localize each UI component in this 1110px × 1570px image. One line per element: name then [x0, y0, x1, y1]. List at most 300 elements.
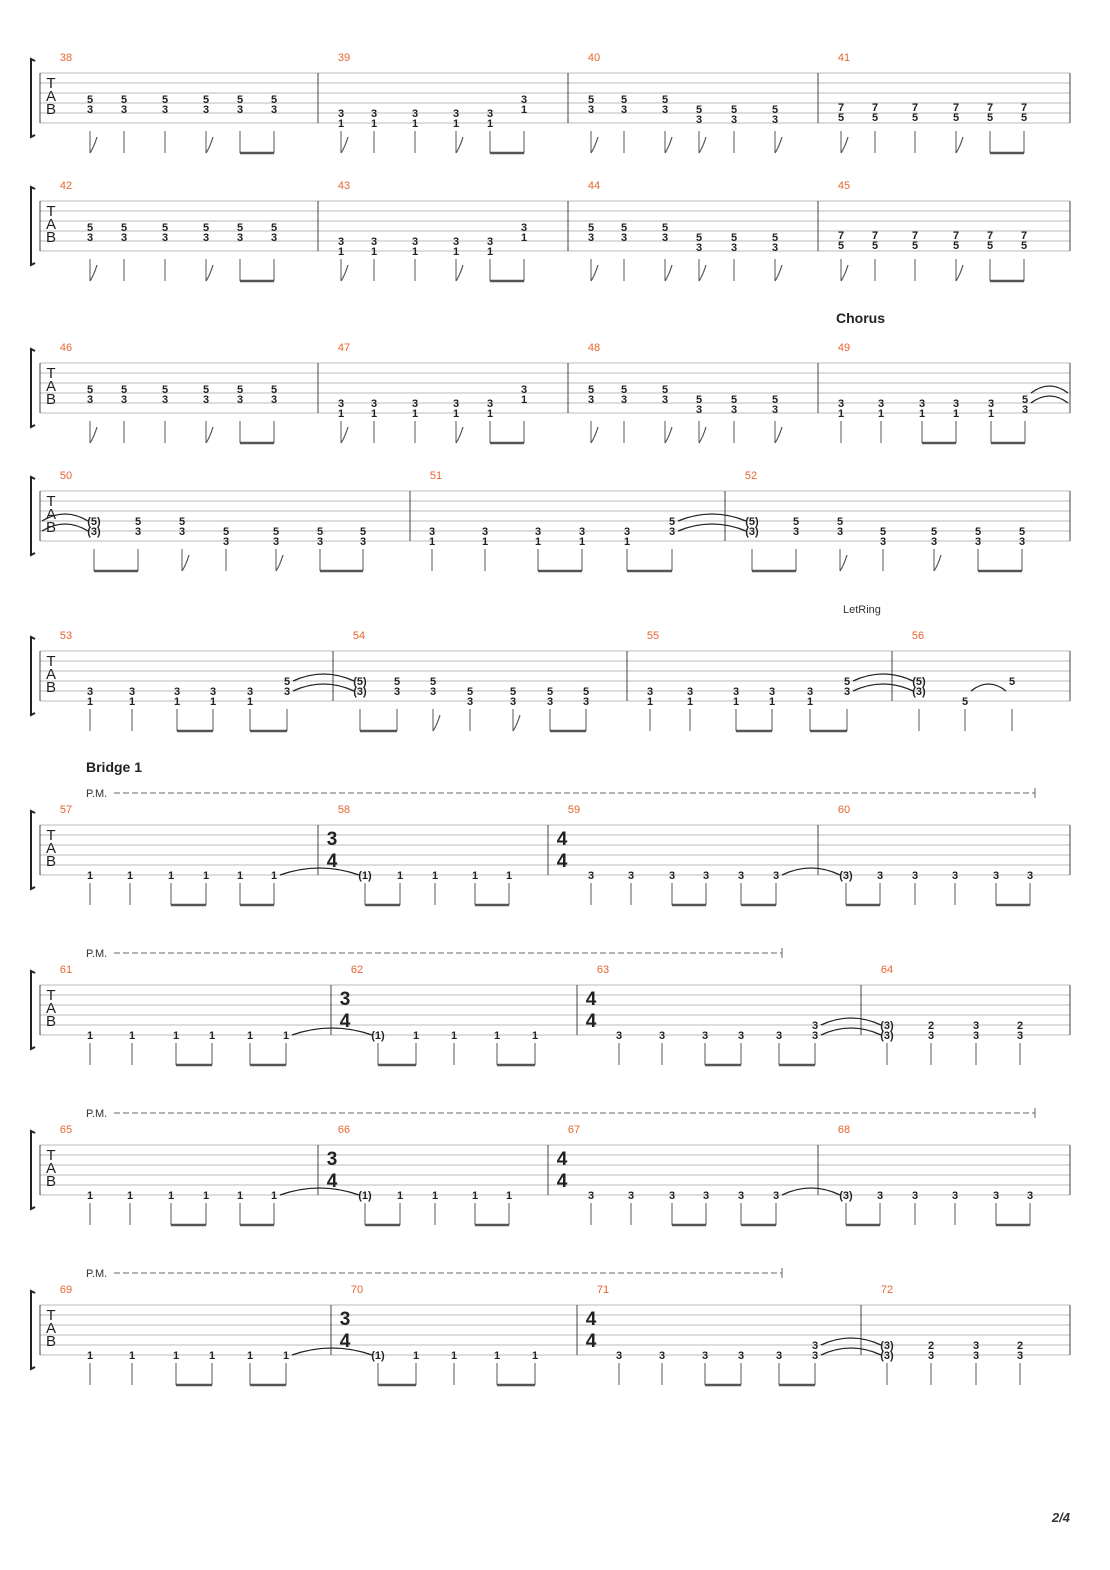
tab-clef-letter: A [45, 216, 57, 233]
fret-number: 1 [486, 408, 494, 420]
fret-number: 1 [646, 696, 654, 708]
fret-number: 3 [209, 686, 217, 698]
time-signature-bottom: 4 [326, 1171, 338, 1192]
fret-number: 3 [811, 1020, 819, 1032]
measure-number: 67 [567, 1124, 581, 1136]
fret-number: (5) [353, 676, 367, 688]
fret-number: 3 [646, 686, 654, 698]
fret-number: (3) [839, 1190, 853, 1202]
fret-number: 3 [951, 870, 959, 882]
tie-arc [280, 1188, 359, 1195]
tie-arc [292, 1348, 372, 1355]
fret-number: 3 [927, 1350, 935, 1362]
fret-number: 3 [370, 398, 378, 410]
fret-number: (1) [358, 1190, 372, 1202]
fret-number: (3) [912, 686, 926, 698]
fret-number: 3 [337, 398, 345, 410]
fret-number: 5 [620, 222, 628, 234]
measure-number: 71 [596, 1284, 610, 1296]
note-flag [206, 137, 213, 153]
fret-number: (3) [839, 870, 853, 882]
fret-number: 1 [86, 870, 94, 882]
tie-arc [280, 868, 359, 875]
fret-number: 5 [546, 686, 554, 698]
fret-number: 3 [1016, 1350, 1024, 1362]
tie-arc [971, 684, 1006, 691]
fret-number: 5 [836, 516, 844, 528]
fret-number: 1 [578, 536, 586, 548]
fret-number: 2 [927, 1020, 935, 1032]
system-bracket [31, 477, 35, 555]
fret-number: 3 [173, 686, 181, 698]
fret-number: 1 [493, 1350, 501, 1362]
measure-number: 57 [59, 804, 73, 816]
fret-number: 3 [411, 236, 419, 248]
note-flag [456, 265, 463, 281]
fret-number: 1 [370, 246, 378, 258]
tab-clef-letter: T [46, 493, 56, 510]
fret-number: 3 [701, 1350, 709, 1362]
fret-number: 3 [270, 104, 278, 116]
fret-number: 3 [876, 1190, 884, 1202]
fret-number: 3 [972, 1030, 980, 1042]
fret-number: 1 [918, 408, 926, 420]
tab-clef-letter: T [46, 1147, 56, 1164]
fret-number: 3 [452, 398, 460, 410]
fret-number: 5 [587, 94, 595, 106]
measure-number: 66 [337, 1124, 351, 1136]
tie-arc [292, 1028, 372, 1035]
fret-number: 1 [431, 870, 439, 882]
fret-number: 3 [486, 398, 494, 410]
note-flag [934, 555, 941, 571]
system-bracket [31, 811, 35, 889]
fret-number: 3 [520, 94, 528, 106]
fret-number: 1 [987, 408, 995, 420]
fret-number: 1 [246, 1350, 254, 1362]
fret-number: 1 [86, 1030, 94, 1042]
fret-number: 3 [202, 104, 210, 116]
fret-number: 1 [520, 394, 528, 406]
fret-number: 5 [986, 240, 994, 252]
fret-number: 1 [167, 870, 175, 882]
fret-number: (3) [880, 1020, 894, 1032]
fret-number: 1 [270, 870, 278, 882]
fret-number: 5 [161, 94, 169, 106]
fret-number: 1 [431, 1190, 439, 1202]
system-bracket [31, 59, 35, 137]
fret-number: 1 [236, 1190, 244, 1202]
fret-number: 1 [481, 536, 489, 548]
note-flag [775, 265, 782, 281]
measure-number: 52 [744, 470, 758, 482]
fret-number: 5 [161, 222, 169, 234]
tab-clef-letter: T [46, 365, 56, 382]
fret-number: 3 [370, 236, 378, 248]
fret-number: 1 [411, 408, 419, 420]
fret-number: 3 [730, 404, 738, 416]
fret-number: 3 [1018, 536, 1026, 548]
fret-number: 3 [737, 870, 745, 882]
fret-number: 7 [952, 230, 960, 242]
measure-number: 51 [429, 470, 443, 482]
fret-number: 5 [236, 94, 244, 106]
fret-number: 1 [534, 536, 542, 548]
fret-number: 5 [120, 94, 128, 106]
fret-number: 1 [202, 1190, 210, 1202]
note-flag [456, 137, 463, 153]
note-flag [182, 555, 189, 571]
fret-number: 5 [620, 94, 628, 106]
fret-number: 3 [987, 398, 995, 410]
measure-number: 69 [59, 1284, 73, 1296]
note-flag [90, 137, 97, 153]
fret-number: 3 [1026, 1190, 1034, 1202]
tie-arc [821, 1028, 881, 1035]
fret-number: 3 [587, 870, 595, 882]
fret-number: 3 [806, 686, 814, 698]
measure-number: 39 [337, 52, 351, 64]
fret-number: 3 [86, 394, 94, 406]
fret-number: 5 [202, 384, 210, 396]
fret-number: 7 [837, 230, 845, 242]
fret-number: 5 [961, 696, 969, 708]
fret-number: 5 [730, 232, 738, 244]
fret-number: 3 [120, 232, 128, 244]
fret-number: 3 [737, 1350, 745, 1362]
fret-number: 1 [471, 870, 479, 882]
tie-arc [821, 1338, 881, 1345]
fret-number: 5 [587, 222, 595, 234]
fret-number: 3 [466, 696, 474, 708]
fret-number: 3 [702, 1190, 710, 1202]
fret-number: 3 [730, 114, 738, 126]
fret-number: 5 [871, 240, 879, 252]
fret-number: 3 [811, 1340, 819, 1352]
tie-arc [293, 674, 354, 681]
fret-number: 3 [520, 384, 528, 396]
tab-clef-letter: B [45, 1333, 57, 1350]
fret-number: 3 [481, 526, 489, 538]
tab-clef-letter: T [46, 827, 56, 844]
page-number: 2/4 [1051, 1510, 1070, 1525]
fret-number: 3 [520, 222, 528, 234]
tab-clef-letter: T [46, 1307, 56, 1324]
fret-number: 1 [208, 1030, 216, 1042]
fret-number: 1 [128, 1350, 136, 1362]
fret-number: 3 [843, 686, 851, 698]
fret-number: 3 [393, 686, 401, 698]
fret-number: 1 [236, 870, 244, 882]
fret-number: 3 [771, 114, 779, 126]
measure-number: 47 [337, 342, 351, 354]
fret-number: 5 [952, 112, 960, 124]
fret-number: 5 [837, 240, 845, 252]
fret-number: 5 [466, 686, 474, 698]
note-flag [665, 265, 672, 281]
measure-number: 53 [59, 630, 73, 642]
measure-number: 50 [59, 470, 73, 482]
fret-number: 2 [927, 1340, 935, 1352]
fret-number: 5 [771, 232, 779, 244]
fret-number: 1 [452, 246, 460, 258]
fret-number: 3 [411, 398, 419, 410]
fret-number: 3 [876, 870, 884, 882]
fret-number: 1 [768, 696, 776, 708]
fret-number: 3 [86, 686, 94, 698]
fret-number: (3) [353, 686, 367, 698]
note-flag [591, 427, 598, 443]
fret-number: 5 [161, 384, 169, 396]
fret-number: 5 [359, 526, 367, 538]
fret-number: 3 [695, 242, 703, 254]
note-flag [341, 427, 348, 443]
fret-number: 5 [661, 94, 669, 106]
note-flag [591, 265, 598, 281]
let-ring-label: LetRing [843, 604, 881, 616]
note-flag [840, 555, 847, 571]
measure-number: 38 [59, 52, 73, 64]
tab-clef-letter: A [45, 840, 57, 857]
palm-mute-label: P.M. [86, 1268, 108, 1280]
fret-number: 1 [282, 1350, 290, 1362]
fret-number: 3 [587, 1190, 595, 1202]
fret-number: 5 [952, 240, 960, 252]
fret-number: 3 [837, 398, 845, 410]
fret-number: 5 [236, 384, 244, 396]
fret-number: 3 [911, 1190, 919, 1202]
measure-number: 68 [837, 1124, 851, 1136]
tab-clef-letter: B [45, 229, 57, 246]
time-signature-bottom: 4 [556, 851, 568, 872]
fret-number: 3 [658, 1350, 666, 1362]
tie-arc [782, 868, 840, 875]
fret-number: 3 [972, 1020, 980, 1032]
fret-number: 1 [173, 696, 181, 708]
fret-number: 3 [370, 108, 378, 120]
fret-number: 5 [86, 222, 94, 234]
fret-number: (3) [880, 1340, 894, 1352]
fret-number: 1 [370, 408, 378, 420]
fret-number: 3 [811, 1350, 819, 1362]
measure-number: 72 [880, 1284, 894, 1296]
note-flag [665, 137, 672, 153]
fret-number: 3 [775, 1030, 783, 1042]
fret-number: 1 [396, 1190, 404, 1202]
fret-number: 1 [172, 1350, 180, 1362]
fret-number: 3 [623, 526, 631, 538]
fret-number: 5 [393, 676, 401, 688]
fret-number: 3 [128, 686, 136, 698]
fret-number: 3 [587, 232, 595, 244]
measure-number: 45 [837, 180, 851, 192]
fret-number: 5 [222, 526, 230, 538]
fret-number: 3 [951, 1190, 959, 1202]
fret-number: 3 [661, 104, 669, 116]
fret-number: 3 [737, 1190, 745, 1202]
measure-number: 40 [587, 52, 601, 64]
fret-number: 3 [1016, 1030, 1024, 1042]
fret-number: 5 [270, 384, 278, 396]
fret-number: 3 [811, 1030, 819, 1042]
fret-number: 7 [911, 230, 919, 242]
fret-number: 3 [582, 696, 590, 708]
time-signature-top: 4 [585, 989, 597, 1010]
fret-number: 3 [120, 394, 128, 406]
tie-arc [1031, 386, 1068, 393]
fret-number: 3 [668, 1190, 676, 1202]
fret-number: 1 [493, 1030, 501, 1042]
measure-number: 61 [59, 964, 73, 976]
fret-number: 3 [661, 394, 669, 406]
measure-number: 54 [352, 630, 366, 642]
tab-clef-letter: A [45, 666, 57, 683]
tie-arc [782, 1188, 840, 1195]
fret-number: 3 [429, 686, 437, 698]
fret-number: 1 [520, 104, 528, 116]
fret-number: 3 [658, 1030, 666, 1042]
fret-number: 3 [452, 108, 460, 120]
fret-number: 3 [1026, 870, 1034, 882]
tab-clef-letter: A [45, 378, 57, 395]
fret-number: 5 [792, 516, 800, 528]
fret-number: 5 [911, 240, 919, 252]
fret-number: 1 [428, 536, 436, 548]
tab-clef-letter: T [46, 653, 56, 670]
fret-number: 1 [337, 246, 345, 258]
time-signature-bottom: 4 [585, 1011, 597, 1032]
tie-arc [821, 1018, 881, 1025]
note-flag [276, 555, 283, 571]
fret-number: 3 [686, 686, 694, 698]
fret-number: 5 [86, 94, 94, 106]
note-flag [956, 137, 963, 153]
tab-clef-letter: B [45, 101, 57, 118]
fret-number: 5 [620, 384, 628, 396]
tie-arc [853, 674, 913, 681]
fret-number: 3 [701, 1030, 709, 1042]
fret-number: 5 [86, 384, 94, 396]
fret-number: 3 [134, 526, 142, 538]
fret-number: 5 [120, 222, 128, 234]
fret-number: 2 [1016, 1340, 1024, 1352]
fret-number: 3 [411, 108, 419, 120]
fret-number: 3 [246, 686, 254, 698]
fret-number: 5 [582, 686, 590, 698]
measure-number: 41 [837, 52, 851, 64]
fret-number: 1 [837, 408, 845, 420]
fret-number: (5) [912, 676, 926, 688]
fret-number: 3 [918, 398, 926, 410]
tie-arc [821, 1348, 881, 1355]
fret-number: 5 [283, 676, 291, 688]
fret-number: 7 [911, 102, 919, 114]
fret-number: 5 [837, 112, 845, 124]
measure-number: 65 [59, 1124, 73, 1136]
fret-number: 3 [546, 696, 554, 708]
fret-number: (3) [87, 526, 101, 538]
fret-number: 3 [702, 870, 710, 882]
fret-number: 3 [768, 686, 776, 698]
fret-number: 1 [732, 696, 740, 708]
fret-number: 5 [695, 104, 703, 116]
fret-number: 1 [411, 246, 419, 258]
fret-number: 3 [509, 696, 517, 708]
fret-number: (1) [371, 1350, 385, 1362]
time-signature-top: 3 [339, 1309, 351, 1330]
fret-number: 3 [86, 104, 94, 116]
fret-number: 3 [86, 232, 94, 244]
note-flag [90, 265, 97, 281]
fret-number: 3 [615, 1030, 623, 1042]
fret-number: (3) [745, 526, 759, 538]
fret-number: 1 [128, 1030, 136, 1042]
fret-number: 5 [509, 686, 517, 698]
tab-clef-letter: B [45, 679, 57, 696]
tab-clef-letter: B [45, 853, 57, 870]
fret-number: 5 [1020, 112, 1028, 124]
fret-number: 5 [661, 222, 669, 234]
fret-number: 1 [370, 118, 378, 130]
fret-number: 7 [837, 102, 845, 114]
fret-number: 5 [695, 232, 703, 244]
fret-number: 5 [771, 104, 779, 116]
system-bracket [31, 1131, 35, 1209]
tab-clef-letter: A [45, 88, 57, 105]
fret-number: 3 [587, 104, 595, 116]
fret-number: 3 [161, 104, 169, 116]
fret-number: 1 [686, 696, 694, 708]
note-flag [699, 427, 706, 443]
fret-number: 3 [927, 1030, 935, 1042]
fret-number: 1 [337, 118, 345, 130]
fret-number: 3 [534, 526, 542, 538]
fret-number: 1 [167, 1190, 175, 1202]
fret-number: 1 [412, 1030, 420, 1042]
note-flag [206, 265, 213, 281]
fret-number: 1 [202, 870, 210, 882]
fret-number: 1 [505, 1190, 513, 1202]
fret-number: 3 [775, 1350, 783, 1362]
measure-number: 62 [350, 964, 364, 976]
fret-number: 1 [172, 1030, 180, 1042]
fret-number: 3 [836, 526, 844, 538]
fret-number: 1 [208, 1350, 216, 1362]
fret-number: 5 [1020, 240, 1028, 252]
fret-number: 1 [209, 696, 217, 708]
tie-arc [678, 524, 746, 531]
fret-number: 3 [627, 870, 635, 882]
fret-number: 1 [246, 696, 254, 708]
fret-number: (5) [87, 516, 101, 528]
tie-arc [1031, 396, 1068, 403]
fret-number: 1 [471, 1190, 479, 1202]
measure-number: 43 [337, 180, 351, 192]
time-signature-bottom: 4 [585, 1331, 597, 1352]
fret-number: 5 [879, 526, 887, 538]
fret-number: 3 [161, 394, 169, 406]
time-signature-bottom: 4 [326, 851, 338, 872]
fret-number: 3 [578, 526, 586, 538]
fret-number: 3 [974, 536, 982, 548]
tab-clef-letter: A [45, 1160, 57, 1177]
fret-number: 3 [486, 108, 494, 120]
fret-number: 5 [270, 94, 278, 106]
system-bracket [31, 187, 35, 265]
fret-number: 3 [952, 398, 960, 410]
fret-number: 3 [620, 232, 628, 244]
tab-clef-letter: T [46, 203, 56, 220]
